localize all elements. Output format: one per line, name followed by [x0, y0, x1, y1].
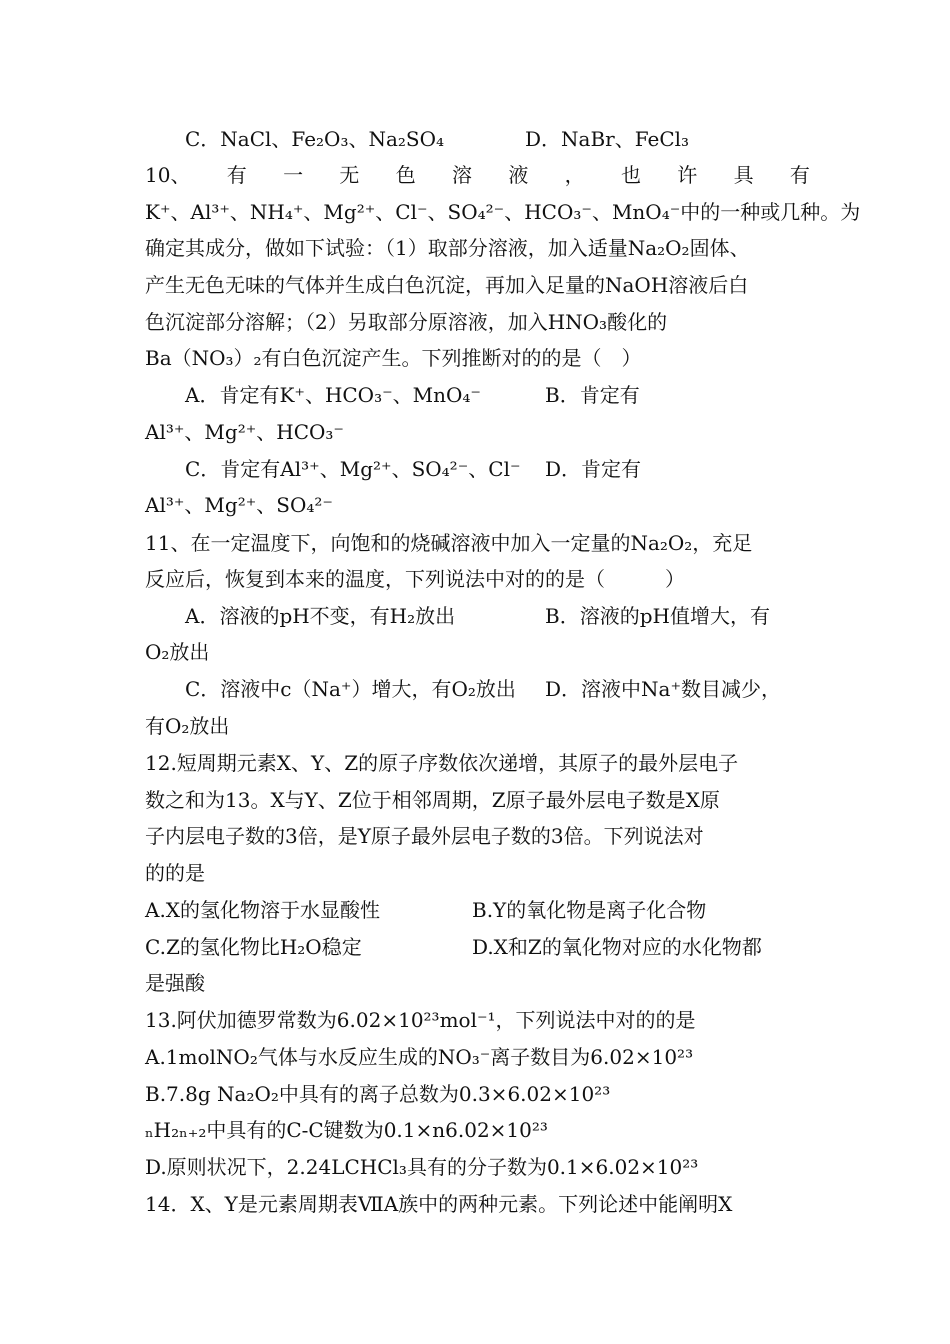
- q11-option-d: D．溶液中Na⁺数目减少，: [545, 677, 782, 701]
- q11-option-a: A．溶液的pH不变，有H₂放出: [185, 604, 456, 628]
- q12-option-b: B.Y的氧化物是离子化合物: [472, 898, 707, 922]
- q12-option-d-cont: 是强酸: [145, 971, 205, 995]
- q9-option-d: D．NaBr、FeCl₃: [525, 127, 690, 151]
- q14-line-1: 14．X、Y是元素周期表ⅦA族中的两种元素。下列论述中能阐明X: [145, 1192, 733, 1216]
- q13-option-c: ₙH₂ₙ₊₂中具有的C-C键数为0.1×n6.02×10²³: [145, 1118, 548, 1142]
- q10-line-2: K⁺、Al³⁺、NH₄⁺、Mg²⁺、Cl⁻、SO₄²⁻、HCO₃⁻、MnO₄⁻中的一种或几种。为: [145, 200, 861, 224]
- q10-option-b-word: ．: [559, 383, 580, 407]
- q13-option-b: B.7.8g Na₂O₂中具有的离子总数为0.3×6.02×10²³: [145, 1082, 611, 1106]
- q10-option-d-word: D: [545, 457, 562, 481]
- q11-option-d-cont: 有O₂放出: [145, 714, 230, 738]
- q10-option-d-word: 肯: [581, 457, 602, 481]
- q10-head-word: 有: [226, 163, 247, 187]
- q11-option-b: B．溶液的pH值增大，有: [545, 604, 770, 628]
- q10-line-4: 产生无色无味的气体并生成白色沉淀，再加入足量的NaOH溶液后白: [145, 273, 749, 297]
- q12-option-d: D.X和Z的氧化物对应的水化物都: [472, 935, 762, 959]
- q10-option-b-word: 定: [599, 383, 620, 407]
- q10-head-word: 无: [339, 163, 360, 187]
- q10-line-5: 色沉淀部分溶解；（2）另取部分原溶液，加入HNO₃酸化的: [145, 310, 668, 334]
- q10-option-d-cont: Al³⁺、Mg²⁺、SO₄²⁻: [145, 493, 333, 517]
- q10-head-word: 许: [677, 163, 698, 187]
- q11-option-c: C．溶液中c（Na⁺）增大，有O₂放出: [185, 677, 516, 701]
- q10-line-6: Ba（NO₃）₂有白色沉淀产生。下列推断对的的是（ ）: [145, 346, 642, 370]
- q9-option-c: C．NaCl、Fe₂O₃、Na₂SO₄: [185, 127, 445, 151]
- q10-head-word: 具: [733, 163, 754, 187]
- q9-options-cd: [185, 127, 810, 151]
- q12-line-2: 数之和为13。X与Y、Z位于相邻周期，Z原子最外层电子数是X原: [145, 788, 720, 812]
- q13-option-a: A.1molNO₂气体与水反应生成的NO₃⁻离子数目为6.02×10²³: [145, 1045, 694, 1069]
- q10-head-word: ，: [564, 163, 585, 187]
- q10-head-word: 有: [789, 163, 810, 187]
- q10-head-word: 也: [620, 163, 641, 187]
- q13-option-d: D.原则状况下，2.24LCHCl₃具有的分子数为0.1×6.02×10²³: [145, 1155, 699, 1179]
- q12-line-1: 12.短周期元素X、Y、Z的原子序数依次递增，其原子的最外层电子: [145, 751, 739, 775]
- q11-line-1: 11、在一定温度下，向饱和的烧碱溶液中加入一定量的Na₂O₂，充足: [145, 531, 753, 555]
- q10-option-d-word: 定: [601, 457, 622, 481]
- q10-line-1: [145, 163, 810, 187]
- q13-line-1: 13.阿伏加德罗常数为6.02×10²³mol⁻¹，下列说法中对的的是: [145, 1008, 696, 1032]
- q12-option-a: A.X的氢化物溶于水显酸性: [145, 898, 381, 922]
- q10-option-b-word: 有: [619, 383, 640, 407]
- q10-options-cd: [185, 457, 810, 481]
- q10-option-d-word: 有: [621, 457, 642, 481]
- q11-line-2: 反应后，恢复到本来的温度，下列说法中对的的是（ ）: [145, 567, 685, 591]
- q11-options-ab: [185, 604, 810, 628]
- q10-head-word: 10、: [145, 163, 191, 187]
- q10-line-3: 确定其成分，做如下试验：（1）取部分溶液，加入适量Na₂O₂固体、: [145, 236, 750, 260]
- q10-option-b-cont: Al³⁺、Mg²⁺、HCO₃⁻: [145, 420, 344, 444]
- q12-line-3: 子内层电子数的3倍，是Y原子最外层电子数的3倍。下列说法对: [145, 824, 704, 848]
- q12-line-4: 的的是: [145, 861, 205, 885]
- q10-option-d-word: ．: [561, 457, 582, 481]
- q10-option-d: [545, 457, 810, 481]
- q10-option-b-word: B: [545, 383, 560, 407]
- q12-option-c: C.Z的氢化物比H₂O稳定: [145, 935, 362, 959]
- q12-options-ab: [145, 898, 810, 922]
- q10-option-b: [545, 383, 810, 407]
- q10-option-b-word: 肯: [579, 383, 600, 407]
- q12-options-cd: [145, 935, 810, 959]
- q10-head-word: 色: [395, 163, 416, 187]
- q11-option-b-cont: O₂放出: [145, 640, 210, 664]
- q10-head-word: 溶: [452, 163, 473, 187]
- q10-options-ab: [185, 383, 810, 407]
- q10-option-a: A．肯定有K⁺、HCO₃⁻、MnO₄⁻: [185, 383, 481, 407]
- q10-head-word: 一: [283, 163, 304, 187]
- q11-options-cd: [185, 677, 810, 701]
- q10-head-word: 液: [508, 163, 529, 187]
- q10-option-c: C．肯定有Al³⁺、Mg²⁺、SO₄²⁻、Cl⁻: [185, 457, 521, 481]
